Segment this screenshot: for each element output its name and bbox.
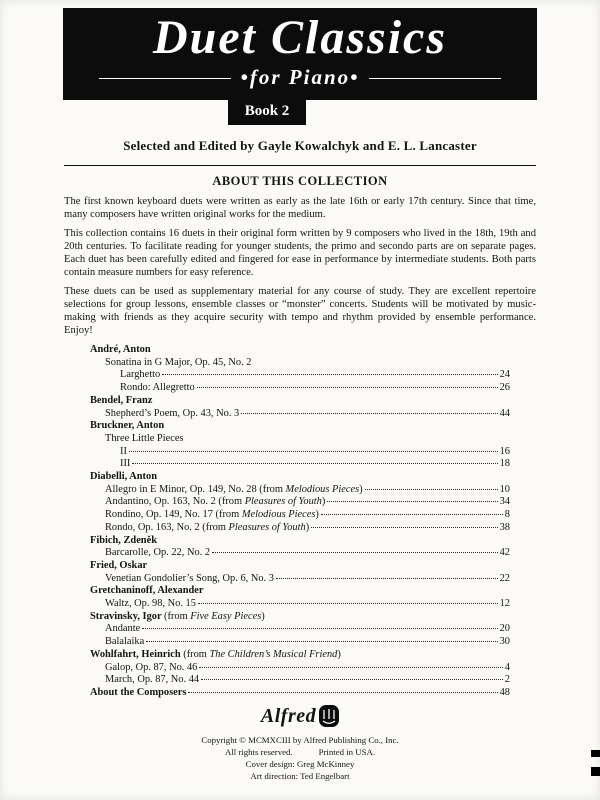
- dot-leader: [212, 552, 498, 553]
- about-heading: ABOUT THIS COLLECTION: [212, 174, 388, 188]
- dot-leader: [241, 413, 497, 414]
- toc-entry: [90, 649, 510, 662]
- toc-page-number: 44: [499, 407, 510, 419]
- toc-entry: [90, 547, 510, 560]
- about-paragraph-3: These duets can be used as supplementary material for any course of study. They are excellent repertoire selections for group lessons, ensemble classes or “monster” concerts. Students will be motivated by music-making with friends as they acquire security with tempo and rhythm provided by ensemble performance. Enjoy!: [64, 286, 536, 336]
- toc-entry-title: Gretchaninoff, Alexander: [90, 585, 204, 597]
- toc-page-number: 10: [499, 483, 510, 495]
- toc-entry-title: March, Op. 87, No. 44: [105, 674, 200, 686]
- dot-leader: [311, 527, 497, 528]
- toc-entry: [90, 446, 510, 459]
- toc-entry-title: Diabelli, Anton: [90, 471, 157, 483]
- toc-entry-title: Rondo: Allegretto: [120, 382, 195, 394]
- toc-page-number: 22: [499, 572, 510, 584]
- toc-entry: [90, 573, 510, 586]
- toc-entry-title: Allegro in E Minor, Op. 149, No. 28 (from Melodious Pieces): [105, 483, 363, 495]
- toc-page-number: 38: [499, 521, 510, 533]
- toc-entry-title: Wohlfahrt, Heinrich (from The Children’s Musical Friend): [90, 648, 341, 660]
- toc-page-number: 30: [499, 636, 510, 648]
- toc-entry: [90, 522, 510, 535]
- publisher-logo: [0, 705, 600, 729]
- toc-entry: [90, 636, 510, 649]
- toc-entry: [90, 662, 510, 675]
- toc-entry: [90, 395, 510, 408]
- dot-leader: [162, 374, 497, 375]
- cover-design-credit: Cover design: Greg McKinney: [245, 758, 355, 769]
- toc-page-number: 8: [504, 509, 510, 521]
- toc-entry-title: Galop, Op. 87, No. 46: [105, 661, 198, 673]
- toc-entry: [90, 509, 510, 522]
- toc-entry: [90, 471, 510, 484]
- toc-entry: [90, 458, 510, 471]
- toc-page-number: 26: [499, 382, 510, 394]
- dot-leader: [142, 628, 497, 629]
- toc-entry: [90, 560, 510, 573]
- toc-entry-title: Andantino, Op. 163, No. 2 (from Pleasures of Youth): [105, 496, 326, 508]
- toc-entry: [90, 420, 510, 433]
- rights-row: [0, 746, 600, 758]
- dot-leader: [276, 578, 498, 579]
- toc-entry-title: Bendel, Franz: [90, 394, 153, 406]
- toc-entry-title: André, Anton: [90, 344, 151, 355]
- toc-entry-title: Stravinsky, Igor (from Five Easy Pieces): [90, 610, 265, 622]
- alfred-logo-text: Alfred: [260, 705, 317, 728]
- toc-entry-title: Bruckner, Anton: [90, 420, 165, 432]
- book-subtitle: •for Piano•: [231, 65, 370, 90]
- toc-entry: [90, 535, 510, 548]
- printed-in-usa-text: Printed in USA.: [318, 746, 376, 757]
- toc-page-number: 4: [504, 661, 510, 673]
- toc-entry-title: About the Composers: [90, 686, 187, 698]
- book-title: Duet Classics: [152, 11, 448, 64]
- toc-entry-title: Venetian Gondolier’s Song, Op. 6, No. 3: [105, 572, 274, 584]
- toc-entry: [90, 687, 510, 700]
- dot-leader: [321, 514, 503, 515]
- toc-entry-title: Fibich, Zdeněk: [90, 534, 157, 546]
- copyright-line: Copyright © MCMXCIII by Alfred Publishing Co., Inc.: [201, 734, 399, 745]
- toc-page-number: 20: [499, 623, 510, 635]
- rights-reserved-text: All rights reserved.: [224, 746, 293, 757]
- toc-list: [90, 344, 510, 700]
- toc-entry-title: Rondo, Op. 163, No. 2 (from Pleasures of Youth): [105, 521, 310, 533]
- masthead-banner: [63, 8, 537, 100]
- toc-entry: [90, 344, 510, 357]
- about-paragraph-2: This collection contains 16 duets in their original form written by 9 composers who lived in the 18th, 19th and 20th centuries. To facilitate reading for younger students, the primo and secondo parts are on separate pages. Each duet has been carefully edited and fingered for ease in performance by intermediate students. Both parts contain measure numbers for easy reference.: [64, 228, 536, 278]
- toc-entry: [90, 357, 510, 370]
- scan-artifact-mark: [591, 767, 600, 776]
- toc-page-number: 34: [499, 496, 510, 508]
- toc-page-number: 24: [499, 369, 510, 381]
- toc-entry: [90, 484, 510, 497]
- dot-leader: [129, 451, 498, 452]
- toc-entry-title: Andante: [105, 623, 141, 635]
- toc-entry-title: Shepherd’s Poem, Op. 43, No. 3: [105, 407, 240, 419]
- dot-leader: [197, 387, 498, 388]
- dot-leader: [188, 692, 497, 693]
- toc-entry-title: Waltz, Op. 98, No. 15: [105, 598, 196, 610]
- toc-entry-title: III: [120, 458, 131, 470]
- toc-entry: [90, 369, 510, 382]
- editors-line: Selected and Edited by Gayle Kowalchyk and E. L. Lancaster: [123, 138, 477, 153]
- toc-entry-title: Sonatina in G Major, Op. 45, No. 2: [105, 356, 252, 368]
- toc-entry: [90, 611, 510, 624]
- toc-page-number: 12: [499, 598, 510, 610]
- toc-page-number: 18: [499, 458, 510, 470]
- toc-entry: [90, 382, 510, 395]
- toc-entry: [90, 585, 510, 598]
- dot-leader: [146, 641, 497, 642]
- page-footer: [0, 705, 600, 782]
- dot-leader: [365, 489, 498, 490]
- dot-leader: [198, 603, 498, 604]
- dot-leader: [132, 463, 497, 464]
- toc-page-number: 16: [499, 445, 510, 457]
- dot-leader: [327, 501, 497, 502]
- toc-page-number: 48: [499, 686, 510, 698]
- toc-entry-title: Larghetto: [120, 369, 161, 381]
- dot-leader: [201, 679, 503, 680]
- toc-entry-title: Fried, Oskar: [90, 559, 148, 571]
- toc-page-number: 42: [499, 547, 510, 559]
- toc-entry-title: Three Little Pieces: [105, 432, 184, 444]
- about-paragraph-1: The first known keyboard duets were written as early as the late 16th or early 17th century. Since that time, many composers have written original works for the medium.: [64, 196, 536, 220]
- toc-entry: [90, 623, 510, 636]
- toc-entry-title: Barcarolle, Op. 22, No. 2: [105, 547, 211, 559]
- subtitle-wrap: [63, 65, 537, 91]
- alfred-lyre-icon: [319, 705, 339, 729]
- toc-entry: [90, 433, 510, 446]
- toc-page-number: 2: [504, 674, 510, 686]
- scan-artifact-mark: [591, 750, 600, 757]
- book-number-tab: Book 2: [228, 100, 306, 125]
- art-direction-credit: Art direction: Ted Engelbart: [250, 770, 350, 781]
- toc-entry-title: II: [120, 445, 127, 457]
- toc-entry-title: Rondino, Op. 149, No. 17 (from Melodious Pieces): [105, 509, 319, 521]
- toc-entry: [90, 598, 510, 611]
- toc-entry: [90, 496, 510, 509]
- toc-entry: [90, 674, 510, 687]
- toc-entry: [90, 408, 510, 421]
- toc-entry-title: Balalaika: [105, 636, 145, 648]
- divider-rule: [64, 165, 536, 166]
- dot-leader: [199, 667, 502, 668]
